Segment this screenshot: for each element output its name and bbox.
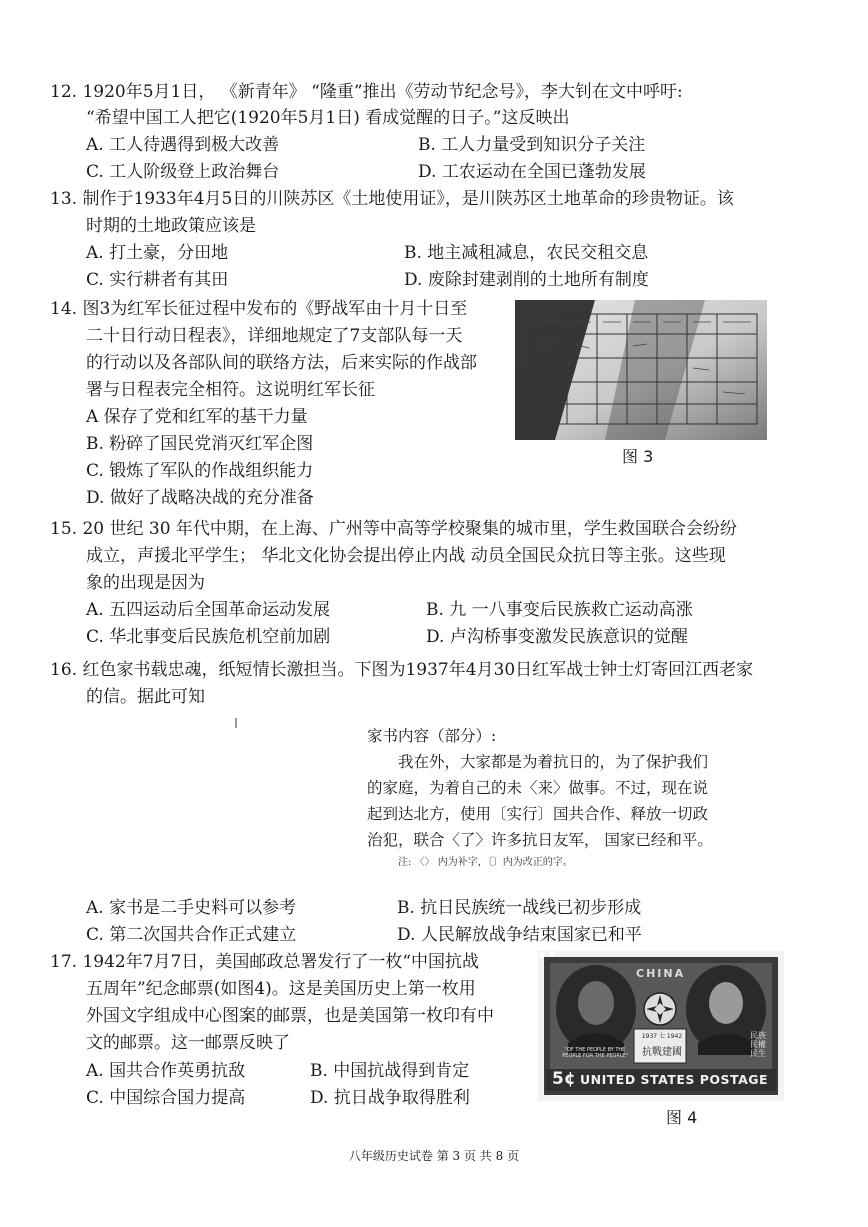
figure-3-caption: 图 3 [622,447,654,466]
q14-line-3: 的行动以及各部队间的联络方法，后来实际的作战部 [86,353,477,373]
q16-line-1: 16. 红色家书载忠魂，纸短情长激担当。下图为1937年4月30日红军战士钟士灯寄回江西老家 [50,660,754,680]
stamp-china-text: CHINA [636,967,686,980]
stamp-quote: "OF THE PEOPLE BY THE PEOPLE FOR THE PEOPLE" [562,1047,628,1059]
q17-line-3: 外国文字组成中心图案的邮票，也是美国第一枚印有中 [86,1006,494,1026]
q12-option-a: A. 工人待遇得到极大改善 [86,135,280,155]
letter-line-2: 的家庭，为着自己的未〈来〉做事。不过，现在说 [367,779,709,797]
letter-line-3: 起到达北方，使用〔实行〕国共合作、释放一切政 [367,805,709,823]
q14-line-2: 二十日行动日程表》，详细地规定了7支部队每一天 [86,326,463,346]
scan-mark [235,718,237,728]
q17-line-1: 17. 1942年7月7日，美国邮政总署发行了一枚“中国抗战 [50,952,480,972]
q14-option-d: D. 做好了战略决战的充分准备 [86,488,314,508]
q17-option-c: C. 中国综合国力提高 [86,1088,246,1108]
q13-option-b: B. 地主减租减息，农民交租交息 [404,243,649,263]
q12-option-c: C. 工人阶级登上政治舞台 [86,162,280,182]
q13-option-c: C. 实行耕者有其田 [86,270,229,290]
q14-option-b: B. 粉碎了国民党消灭红军企图 [86,434,314,454]
stamp-motto: 抗戰建國 [642,1047,682,1058]
q15-option-b: B. 九 一八事变后民族救亡运动高涨 [426,600,693,620]
q13-option-a: A. 打土豪，分田地 [86,243,229,263]
q14-option-c: C. 锻炼了军队的作战组织能力 [86,461,314,481]
stamp-bottom-text: UNITED STATES POSTAGE [580,1072,769,1087]
stamp-years: 1937 七 1942 [641,1033,683,1040]
q12-option-d: D. 工农运动在全国已蓬勃发展 [418,162,646,182]
page-footer: 八年级历史试卷 第 3 页 共 8 页 [348,1149,520,1163]
q15-option-c: C. 华北事变后民族危机空前加剧 [86,627,331,647]
q14-option-a: A 保存了党和红军的基干力量 [86,407,308,427]
figure-4-stamp [538,951,784,1101]
stamp-denomination: 5¢ [552,1069,576,1089]
q16-option-c: C. 第二次国共合作正式建立 [86,925,297,945]
q16-option-a: A. 家书是二手史料可以参考 [86,898,297,918]
letter-line-1: 我在外，大家都是为着抗日的，为了保护我们 [398,753,709,771]
letter-line-4: 治犯，联合〈了〉许多抗日友军， 国家已经和平。 [367,831,713,849]
q15-line-1: 15. 20 世纪 30 年代中期，在上海、广州等中高等学校聚集的城市里，学生救国联合会纷纷 [50,519,737,539]
q17-option-b: B. 中国抗战得到肯定 [310,1061,470,1081]
q17-line-4: 文的邮票。这一邮票反映了 [86,1033,290,1053]
letter-note: 注: 〈〉 内为补字，〔〕内为改正的字。 [398,857,573,868]
q16-option-d: D. 人民解放战争结束国家已和平 [397,925,642,945]
q13-line-1: 13. 制作于1933年4月5日的川陕苏区《土地使用证》，是川陕苏区土地革命的珍贵物证。该 [50,189,734,209]
figure-3-schedule-photo [515,300,767,440]
q15-option-a: A. 五四运动后全国革命运动发展 [86,600,331,620]
q14-line-4: 署与日程表完全相符。这说明红军长征 [86,380,375,400]
q15-option-d: D. 卢沟桥事变激发民族意识的觉醒 [426,627,688,647]
q13-option-d: D. 废除封建剥削的土地所有制度 [404,270,649,290]
q13-line-2: 时期的土地政策应该是 [86,216,256,236]
figure-4-caption: 图 4 [666,1108,698,1127]
letter-title: 家书内容（部分）: [367,727,497,745]
q14-line-1: 14. 图3为红军长征过程中发布的《野战军由十月十日至 [50,299,468,319]
q12-option-b: B. 工人力量受到知识分子关注 [418,135,646,155]
q17-option-d: D. 抗日战争取得胜利 [310,1088,470,1108]
q15-line-2: 成立，声援北平学生； 华北文化协会提出停止内战 动员全国民众抗日等主张。这些现 [86,546,726,566]
q15-line-3: 象的出现是因为 [86,573,205,593]
schedule-table-graphic [515,300,767,440]
q12-line-1: 12. 1920年5月1日， 《新青年》 “隆重”推出《劳动节纪念号》，李大钊在文中呼吁: [50,82,683,102]
q16-line-2: 的信。据此可知 [86,687,205,707]
q17-line-2: 五周年”纪念邮票(如图4)。这是美国历史上第一枚用 [86,979,476,999]
q17-option-a: A. 国共合作英勇抗敌 [86,1061,246,1081]
q16-option-b: B. 抗日民族统一战线已初步形成 [397,898,642,918]
stamp-seal-text: 民族 民權 民生 [750,1031,766,1058]
q12-line-2: “希望中国工人把它(1920年5月1日) 看成觉醒的日子。”这反映出 [86,108,570,128]
